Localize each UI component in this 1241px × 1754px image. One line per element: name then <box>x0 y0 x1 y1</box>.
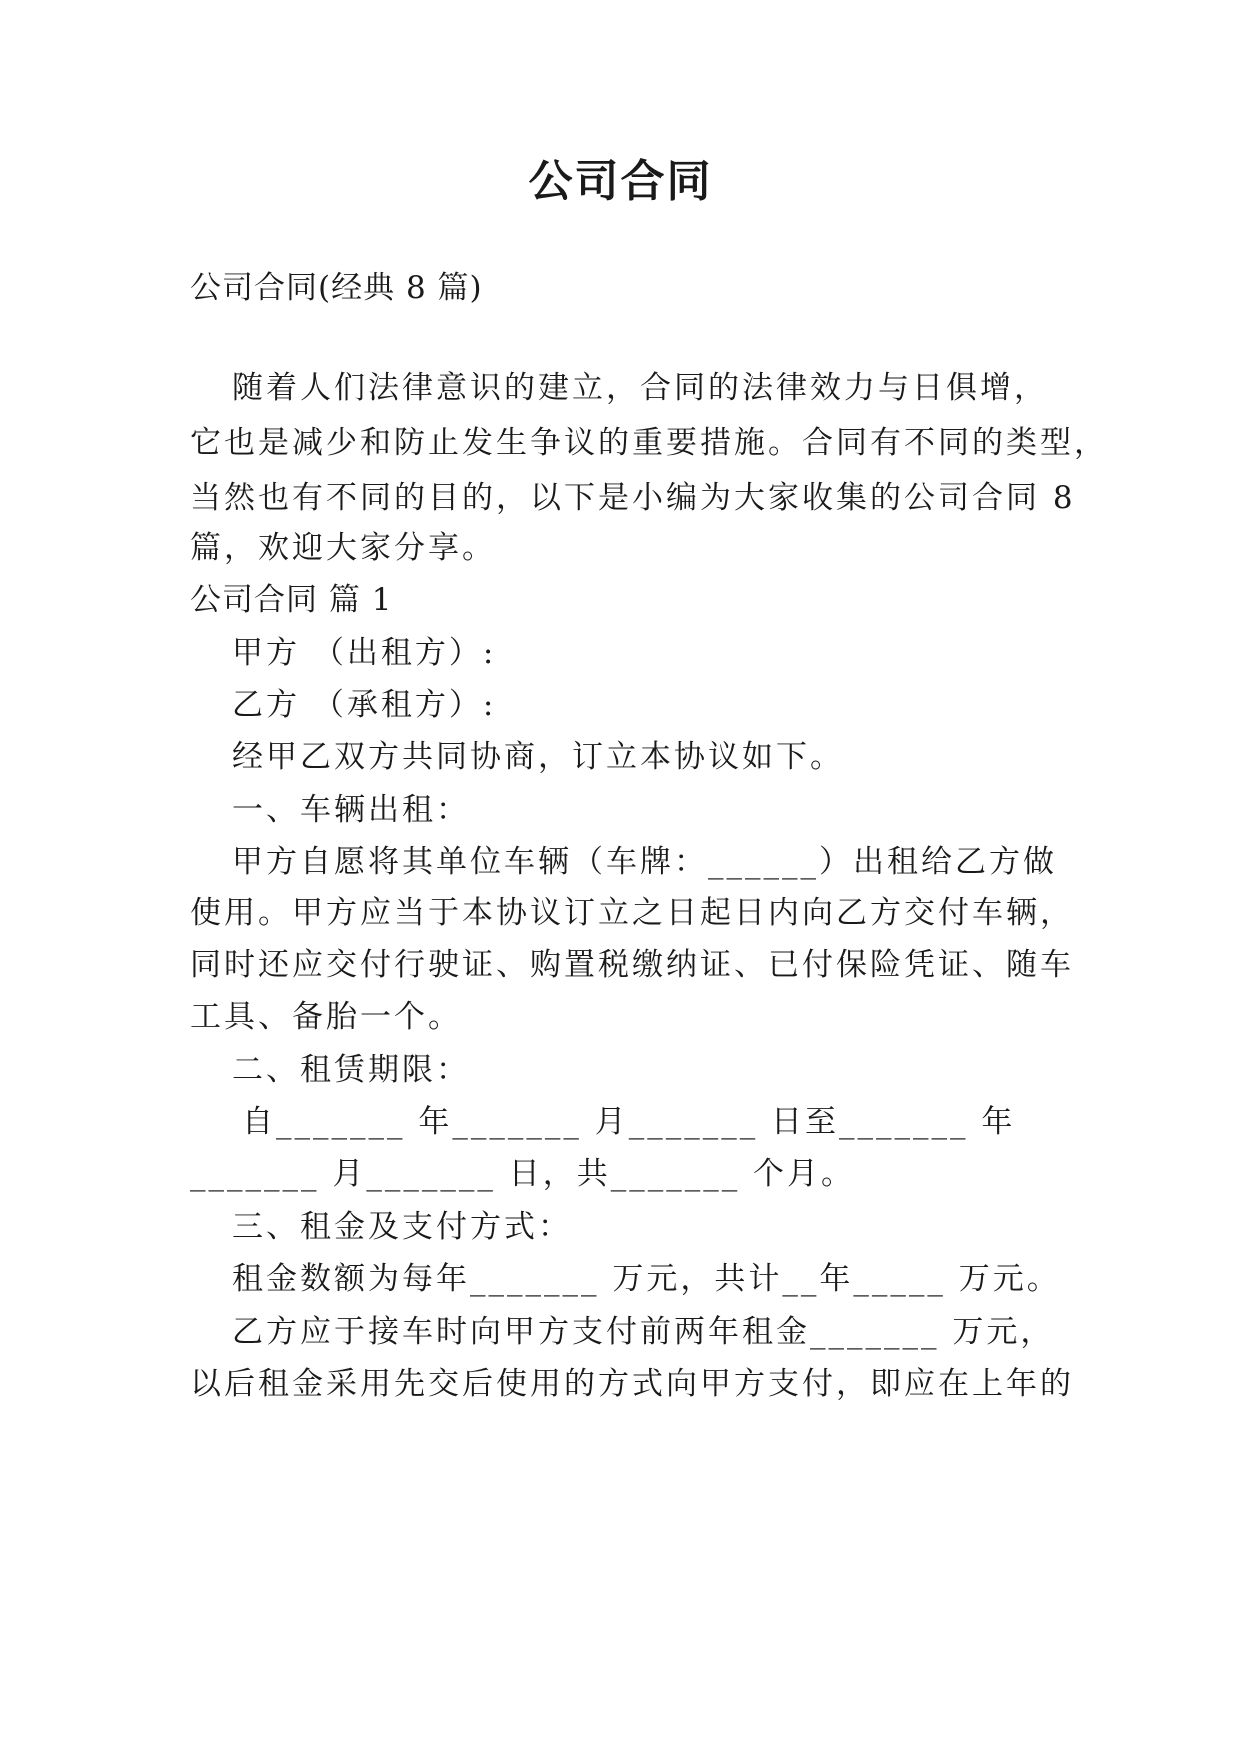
document-title: 公司合同 <box>528 156 713 207</box>
clause-heading: 二、租赁期限： <box>232 1052 470 1088</box>
party-a-line: 甲方 （出租方）: <box>232 635 497 671</box>
paragraph-line: 经甲乙双方共同协商，订立本协议如下。 <box>232 739 844 775</box>
paragraph-line: 自_______ 年_______ 月_______ 日至_______ 年 <box>242 1104 1016 1140</box>
section-heading: 公司合同 篇 1 <box>190 582 393 618</box>
paragraph-line: 当然也有不同的目的，以下是小编为大家收集的公司合同 8 <box>190 480 1076 516</box>
paragraph-line: 工具、备胎一个。 <box>190 999 462 1035</box>
document-subtitle: 公司合同(经典 8 篇) <box>190 270 483 306</box>
paragraph-line: 以后租金采用先交后使用的方式向甲方支付，即应在上年的 <box>190 1366 1074 1402</box>
paragraph-line: 使用。甲方应当于本协议订立之日起日内向乙方交付车辆， <box>190 895 1074 931</box>
paragraph-line: 它也是减少和防止发生争议的重要措施。合同有不同的类型， <box>190 425 1108 461</box>
paragraph-line: 甲方自愿将其单位车辆（车牌：______）出租给乙方做 <box>232 844 1057 880</box>
clause-heading: 三、租金及支付方式： <box>232 1209 572 1245</box>
paragraph-line: 同时还应交付行驶证、购置税缴纳证、已付保险凭证、随车 <box>190 947 1074 983</box>
party-b-line: 乙方 （承租方）: <box>232 687 497 723</box>
paragraph-line: _______ 月_______ 日，共_______ 个月。 <box>190 1156 856 1192</box>
clause-heading: 一、车辆出租： <box>232 792 470 828</box>
paragraph-line: 篇，欢迎大家分享。 <box>190 530 496 566</box>
paragraph-line: 乙方应于接车时向甲方支付前两年租金_______ 万元， <box>232 1314 1055 1350</box>
paragraph-line: 随着人们法律意识的建立，合同的法律效力与日俱增， <box>232 370 1048 406</box>
paragraph-line: 租金数额为每年_______ 万元，共计__年_____ 万元。 <box>232 1261 1061 1297</box>
